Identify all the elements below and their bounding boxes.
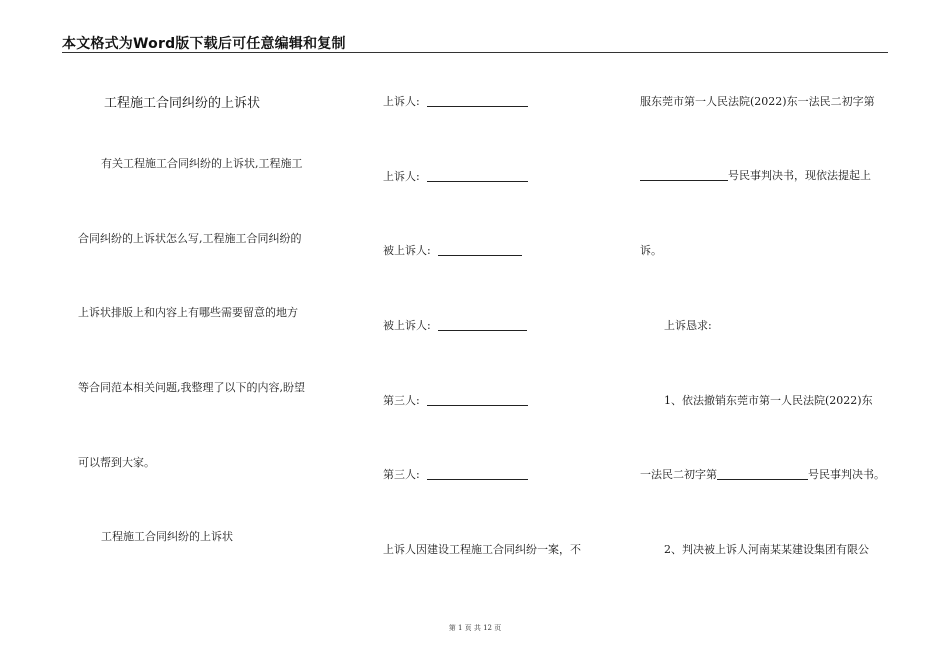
section-heading: 上诉恳求: [664,319,712,332]
document-title: 工程施工合同纠纷的上诉状 [104,96,261,111]
body-line: 上诉状排版上和内容上有哪些需要留意的地方 [78,306,298,319]
blank-line [640,169,728,181]
body-line: 1、依法撤销东莞市第一人民法院(2022)东 [664,394,873,407]
body-line: 诉。 [640,244,662,257]
blank-line [427,394,528,406]
field-label: 上诉人: [383,170,420,183]
blank-line [438,244,522,256]
appellant-field [383,168,528,184]
header-rule [62,52,888,53]
appellee-field [383,242,522,258]
field-label: 第三人: [383,394,420,407]
section-heading: 工程施工合同纠纷的上诉状 [101,530,233,543]
appellee-field [383,317,527,333]
line-text: 号民事判决书，现依法提起上 [728,169,871,182]
blank-line [438,319,527,331]
document-header: 本文格式为Word版下载后可任意编辑和复制 [62,36,346,52]
body-line [640,466,885,482]
blank-line [427,468,528,480]
third-party-field [383,466,528,482]
field-label: 被上诉人: [383,319,431,332]
body-line: 合同纠纷的上诉状怎么写,工程施工合同纠纷的 [78,232,302,245]
appellant-field [383,93,528,109]
page-number: 第 1 页 共 12 页 [448,624,502,632]
body-line: 可以帮到大家。 [78,456,155,469]
field-label: 被上诉人: [383,244,431,257]
field-label: 上诉人: [383,95,420,108]
body-line: 上诉人因建设工程施工合同纠纷一案，不 [383,543,581,556]
body-line: 有关工程施工合同纠纷的上诉状,工程施工 [101,157,303,170]
line-text: 号民事判决书。 [808,468,885,481]
line-text: 一法民二初字第 [640,468,717,481]
body-line [640,167,871,183]
blank-line [717,468,808,480]
blank-line [427,95,528,107]
body-line: 2、判决被上诉人河南某某建设集团有限公 [664,543,869,556]
third-party-field [383,392,528,408]
body-line: 服东莞市第一人民法院(2022)东一法民二初字第 [640,95,875,108]
blank-line [427,170,528,182]
body-line: 等合同范本相关问题,我整理了以下的内容,盼望 [78,381,305,394]
field-label: 第三人: [383,468,420,481]
